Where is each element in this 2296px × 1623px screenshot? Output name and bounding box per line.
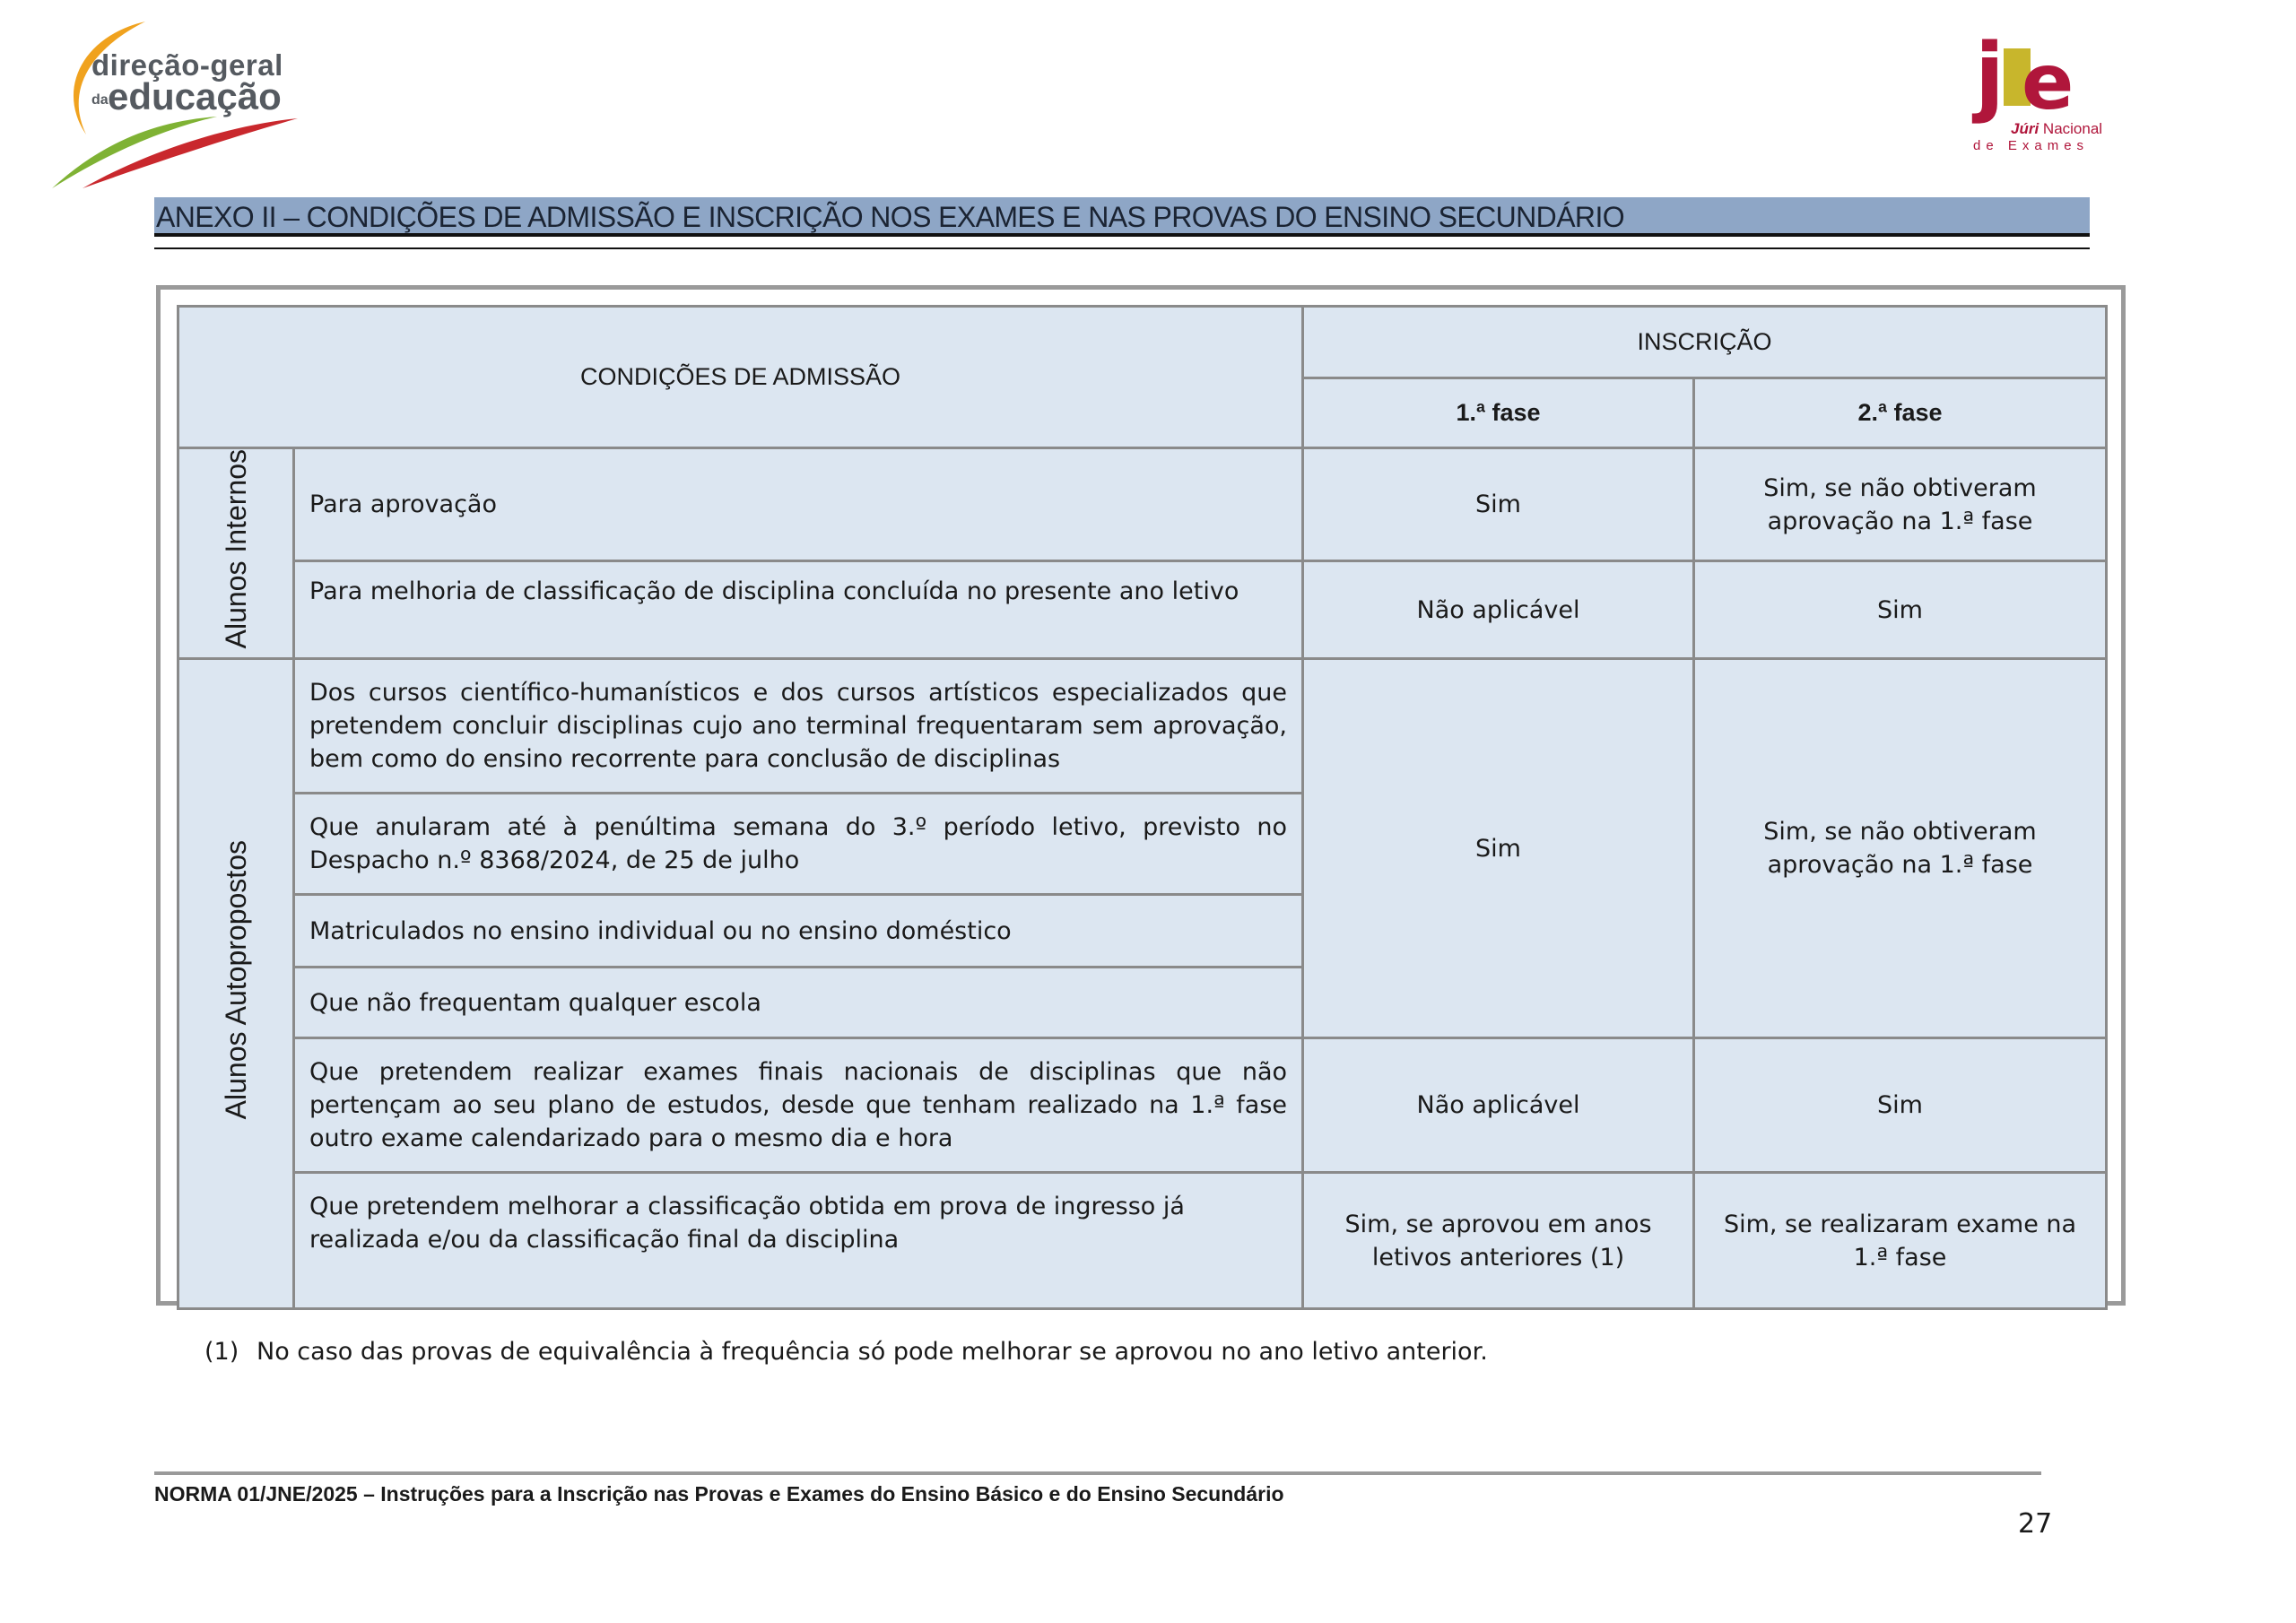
footer-text: NORMA 01/JNE/2025 – Instruções para a Inscrição nas Provas e Exames do Ensino Básico e do Ensino Secundário bbox=[154, 1482, 1284, 1506]
row-phase2: Sim bbox=[1694, 1038, 2107, 1173]
annex-divider bbox=[154, 247, 2090, 249]
footnote-number: (1) bbox=[204, 1338, 239, 1366]
table-row bbox=[178, 448, 2107, 561]
footer-divider bbox=[154, 1471, 2041, 1475]
row-phase2: Sim, se realizaram exame na 1.ª fase bbox=[1694, 1173, 2107, 1309]
row-phase1: Não aplicável bbox=[1303, 1038, 1694, 1173]
table-row bbox=[178, 561, 2107, 659]
jne-logo-mark-e: e bbox=[2022, 38, 2074, 127]
jne-logo-line2: de Exames bbox=[1973, 138, 2090, 153]
table-row bbox=[178, 1173, 2107, 1309]
row-condition: Que pretendem melhorar a classificação obtida em prova de ingresso já realizada e/ou da classificação final da disciplina bbox=[294, 1173, 1303, 1309]
jne-logo-line1: Júri Nacional bbox=[2011, 120, 2103, 137]
row-phase1: Sim, se aprovou em anos letivos anteriores (1) bbox=[1303, 1173, 1694, 1309]
table-row bbox=[178, 659, 2107, 794]
group-self-proposed: Alunos Autopropostos bbox=[178, 659, 294, 1309]
row-condition: Dos cursos científico-humanísticos e dos cursos artísticos especializados que pretendem concluir disciplinas cujo ano terminal frequentaram sem aprovação, bem como do ensino recorrente para conclusão de disciplinas bbox=[294, 659, 1303, 794]
footnote bbox=[204, 1338, 1488, 1366]
row-phase2: Sim bbox=[1694, 561, 2107, 659]
admission-table bbox=[177, 305, 2108, 1310]
row-phase1: Sim bbox=[1303, 448, 1694, 561]
page-number: 27 bbox=[2018, 1508, 2053, 1540]
row-phase2: Sim, se não obtiveram aprovação na 1.ª fase bbox=[1694, 448, 2107, 561]
header-registration: INSCRIÇÃO bbox=[1303, 307, 2107, 378]
jne-logo-mark: j bbox=[1975, 25, 1996, 126]
row-condition: Que pretendem realizar exames finais nacionais de disciplinas que não pertençam ao seu plano de estudos, desde que tenham realizado na 1.ª fase outro exame calendarizado para o mesmo dia e hora bbox=[294, 1038, 1303, 1173]
row-condition: Para aprovação bbox=[294, 448, 1303, 561]
row-phase1: Sim bbox=[1303, 659, 1694, 1038]
dge-logo-line2: educação bbox=[108, 75, 282, 117]
header-phase1: 1.ª fase bbox=[1303, 378, 1694, 448]
row-phase2: Sim, se não obtiveram aprovação na 1.ª fase bbox=[1694, 659, 2107, 1038]
row-condition: Que não frequentam qualquer escola bbox=[294, 968, 1303, 1038]
annex-title: ANEXO II – CONDIÇÕES DE ADMISSÃO E INSCRIÇÃO NOS EXAMES E NAS PROVAS DO ENSINO SECUNDÁRIO bbox=[154, 197, 2090, 237]
jne-logo bbox=[1964, 25, 2108, 158]
footnote-text: No caso das provas de equivalência à frequência só pode melhorar se aprovou no ano letivo anterior. bbox=[257, 1338, 1488, 1366]
row-condition: Que anularam até à penúltima semana do 3.º período letivo, previsto no Despacho n.º 8368/2024, de 25 de julho bbox=[294, 794, 1303, 895]
group-internal: Alunos Internos bbox=[178, 448, 294, 659]
row-condition: Para melhoria de classificação de disciplina concluída no presente ano letivo bbox=[294, 561, 1303, 659]
header-conditions: CONDIÇÕES DE ADMISSÃO bbox=[178, 307, 1303, 448]
row-phase1: Não aplicável bbox=[1303, 561, 1694, 659]
header-phase2: 2.ª fase bbox=[1694, 378, 2107, 448]
dge-logo-small: da bbox=[91, 92, 109, 108]
table-row bbox=[178, 1038, 2107, 1173]
dge-logo bbox=[47, 18, 316, 197]
row-condition: Matriculados no ensino individual ou no ensino doméstico bbox=[294, 895, 1303, 968]
dge-logo-line1: direção-geral bbox=[91, 48, 283, 82]
